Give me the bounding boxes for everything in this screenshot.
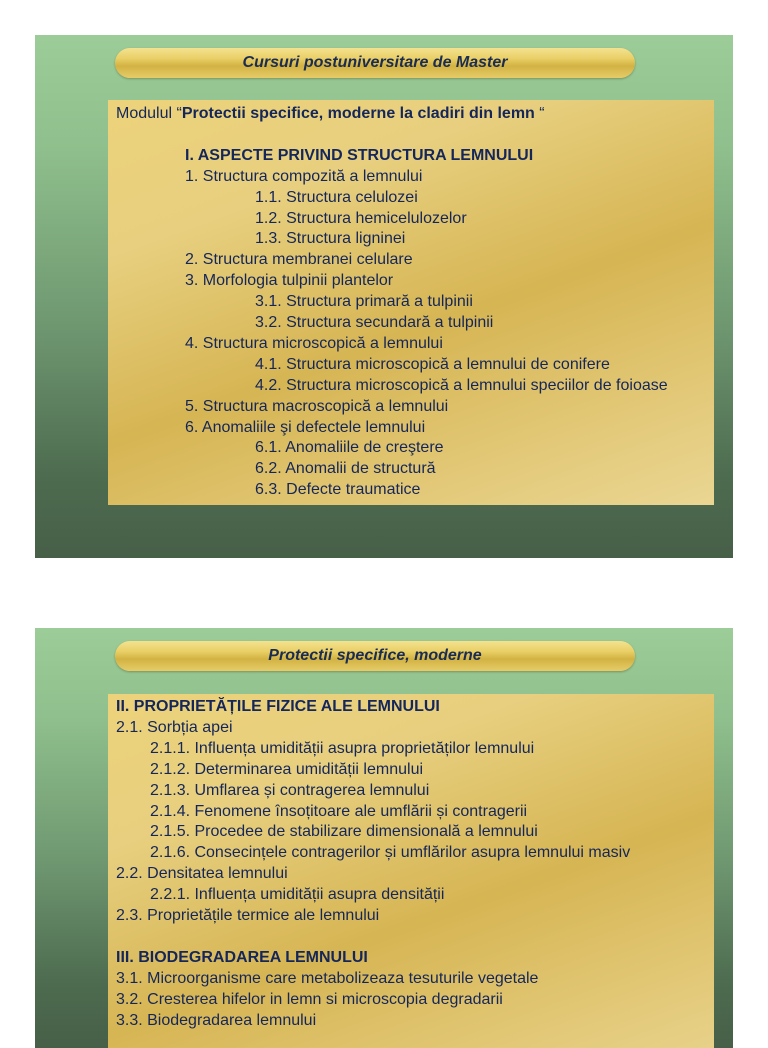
- outline-subitem: 6.3. Defecte traumatice: [255, 481, 421, 499]
- outline-subitem: 2.2.1. Influența umidității asupra densității: [150, 886, 445, 904]
- outline-item: 2.3. Proprietățile termice ale lemnului: [116, 907, 380, 925]
- outline-item: 1. Structura compozită a lemnului: [185, 167, 423, 185]
- outline-subitem: 1.3. Structura ligninei: [255, 230, 406, 248]
- outline-item: 6. Anomaliile şi defectele lemnului: [185, 418, 426, 436]
- outline-subitem: 3.2. Structura secundară a tulpinii: [255, 314, 494, 332]
- module-intro: [116, 104, 706, 125]
- outline-subitem: 2.1.3. Umflarea și contragerea lemnului: [150, 781, 430, 799]
- outline-item: 3. Morfologia tulpinii plantelor: [185, 272, 394, 290]
- outline-list: [116, 167, 706, 502]
- slide-2-header: Protectii specifice, moderne: [115, 641, 635, 671]
- outline-item: 4. Structura microscopică a lemnului: [185, 334, 443, 352]
- outline-list: [116, 697, 706, 1031]
- slide-1: [35, 35, 733, 558]
- outline-subitem: 2.1.5. Procedee de stabilizare dimensională a lemnului: [150, 823, 538, 841]
- module-title: Protectii specifice, moderne la cladiri din lemn: [181, 105, 535, 122]
- outline-item: 2. Structura membranei celulare: [185, 251, 413, 269]
- outline-subitem: 1.2. Structura hemicelulozelor: [255, 209, 467, 227]
- outline-item: 3.1. Microorganisme care metabolizeaza tesuturile vegetale: [116, 969, 539, 987]
- slide-1-content-panel: [108, 100, 714, 505]
- outline-subitem: 2.1.4. Fenomene însoțitoare ale umflării și contragerii: [150, 802, 528, 820]
- outline-subitem: 4.1. Structura microscopică a lemnului de conifere: [255, 355, 610, 373]
- outline-subitem: 1.1. Structura celulozei: [255, 188, 418, 206]
- outline-subitem: 6.1. Anomaliile de creştere: [255, 439, 444, 457]
- outline-subitem: 6.2. Anomalii de structură: [255, 460, 436, 478]
- outline-subitem: 2.1.2. Determinarea umidității lemnului: [150, 760, 424, 778]
- section-title: II. PROPRIETĂȚILE FIZICE ALE LEMNULUI: [116, 698, 440, 715]
- outline-subitem: 4.2. Structura microscopică a lemnului speciilor de foioase: [255, 376, 668, 394]
- spacer: [116, 927, 706, 948]
- slide-2: [35, 628, 733, 1048]
- outline-item: 2.1. Sorbția apei: [116, 718, 233, 736]
- section-title: I. ASPECTE PRIVIND STRUCTURA LEMNULUI: [185, 146, 534, 164]
- slide-2-content-panel: [108, 694, 714, 1048]
- module-intro-suffix: “: [534, 105, 545, 122]
- outline-subitem: 2.1.6. Consecințele contragerilor și umflărilor asupra lemnului masiv: [150, 844, 631, 862]
- slide-1-header: Cursuri postuniversitare de Master: [115, 48, 635, 78]
- outline-item: 3.3. Biodegradarea lemnului: [116, 1011, 317, 1029]
- outline-item: 2.2. Densitatea lemnului: [116, 865, 288, 883]
- outline-item: 3.2. Cresterea hifelor in lemn si microscopia degradarii: [116, 990, 503, 1008]
- outline-subitem: 3.1. Structura primară a tulpinii: [255, 293, 473, 311]
- outline-item: 5. Structura macroscopică a lemnului: [185, 397, 449, 415]
- section-title: III. BIODEGRADAREA LEMNULUI: [116, 948, 368, 966]
- module-intro-prefix: Modulul “: [116, 105, 182, 122]
- spacer: [116, 125, 706, 146]
- outline-subitem: 2.1.1. Influența umidității asupra proprietăților lemnului: [150, 739, 535, 757]
